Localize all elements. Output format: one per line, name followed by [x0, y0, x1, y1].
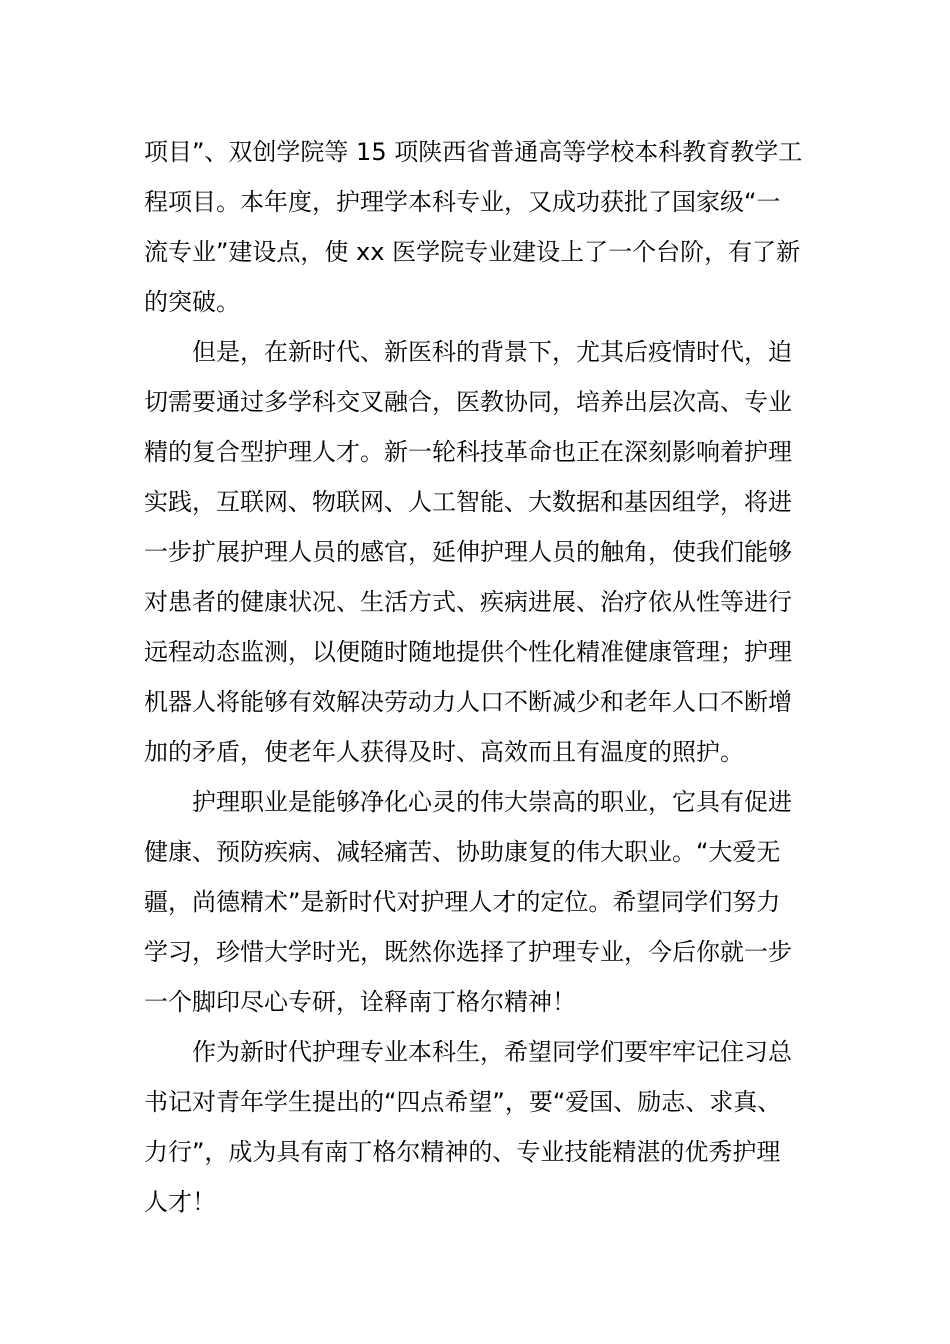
paragraph-line: 书记对青年学生提出的“四点希望”，要“爱国、励志、求真、 — [144, 1088, 782, 1116]
paragraph-1 — [144, 127, 808, 327]
paragraph-line: 精的复合型护理人才。新一轮科技革命也正在深刻影响着护理 — [144, 438, 792, 466]
paragraph-line: 的突破。 — [144, 288, 240, 316]
paragraph-2 — [144, 327, 808, 777]
paragraph-line: 机器人将能够有效解决劳动力人口不断减少和老年人口不断增 — [144, 688, 792, 716]
paragraph-line: 但是，在新时代、新医科的背景下，尤其后疫情时代，迫 — [192, 338, 792, 366]
paragraph-line: 项目”、双创学院等 15 项陕西省普通高等学校本科教育教学工 — [144, 138, 803, 166]
paragraph-line: 切需要通过多学科交叉融合，医教协同，培养出层次高、专业 — [144, 388, 792, 416]
document-body — [144, 127, 808, 1227]
paragraph-line: 实践，互联网、物联网、人工智能、大数据和基因组学，将进 — [144, 488, 792, 516]
paragraph-line: 程项目。本年度，护理学本科专业，又成功获批了国家级“一 — [144, 188, 781, 216]
paragraph-line: 流专业”建设点，使 xx 医学院专业建设上了一个台阶，有了新 — [144, 238, 801, 266]
paragraph-3 — [144, 777, 808, 1027]
paragraph-line: 疆，尚德精术”是新时代对护理人才的定位。希望同学们努力 — [144, 888, 781, 916]
paragraph-line: 人才！ — [144, 1188, 216, 1216]
paragraph-line: 健康、预防疾病、减轻痛苦、协助康复的伟大职业。“大爱无 — [144, 838, 781, 866]
paragraph-line: 对患者的健康状况、生活方式、疾病进展、治疗依从性等进行 — [144, 588, 792, 616]
paragraph-line: 一步扩展护理人员的感官，延伸护理人员的触角，使我们能够 — [144, 538, 792, 566]
paragraph-line: 学习，珍惜大学时光，既然你选择了护理专业，今后你就一步 — [144, 938, 792, 966]
paragraph-line: 加的矛盾，使老年人获得及时、高效而且有温度的照护。 — [144, 738, 744, 766]
paragraph-line: 力行”，成为具有南丁格尔精神的、专业技能精湛的优秀护理 — [144, 1138, 781, 1166]
paragraph-line: 一个脚印尽心专研，诠释南丁格尔精神！ — [144, 988, 576, 1016]
paragraph-4 — [144, 1027, 808, 1227]
paragraph-line: 作为新时代护理专业本科生，希望同学们要牢牢记住习总 — [192, 1038, 792, 1066]
paragraph-line: 远程动态监测，以便随时随地提供个性化精准健康管理；护理 — [144, 638, 792, 666]
paragraph-line: 护理职业是能够净化心灵的伟大崇高的职业，它具有促进 — [192, 788, 792, 816]
